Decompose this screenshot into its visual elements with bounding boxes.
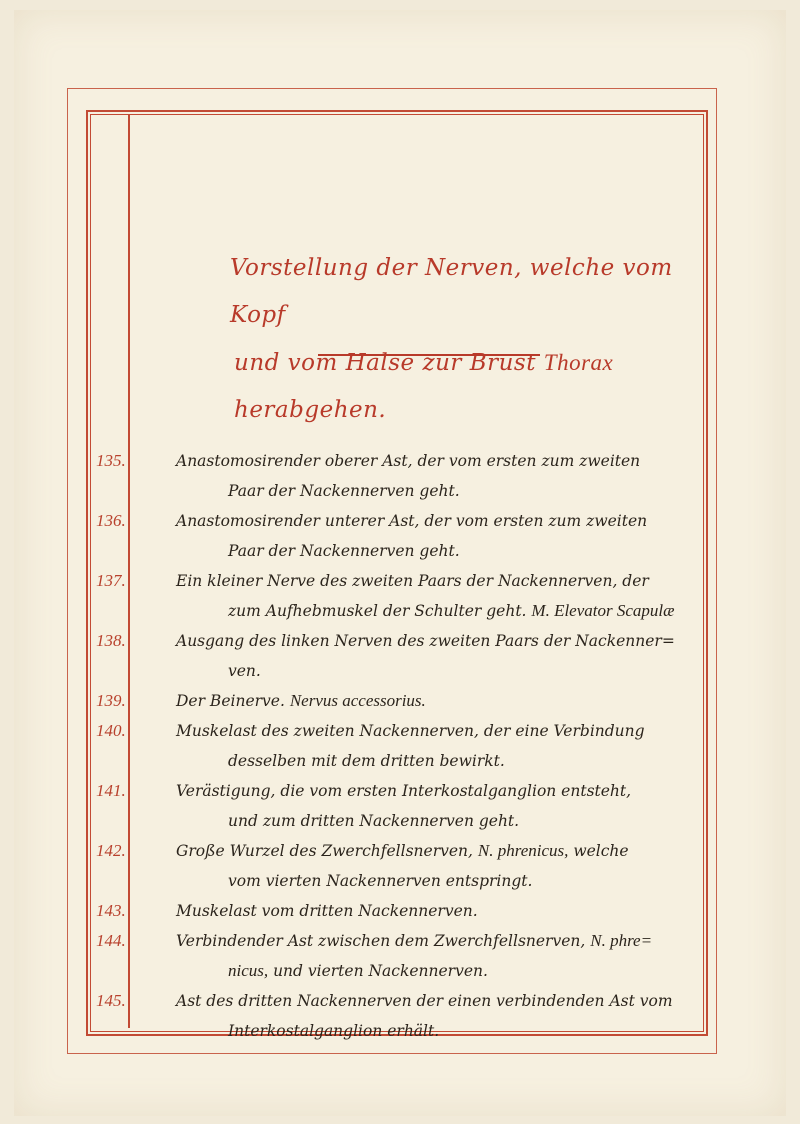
- entry-line-1-suffix: welche: [568, 842, 629, 860]
- entry-line-1: Verästigung, die vom ersten Interkostalganglion entsteht,: [176, 782, 632, 800]
- entry-latin-term-cont: nicus,: [228, 961, 269, 980]
- entry-line-2: Paar der Nackennerven geht.: [228, 482, 460, 500]
- entry-line-2: ven.: [228, 662, 261, 680]
- entry-number: 138.: [96, 631, 126, 650]
- list-item: [96, 716, 706, 776]
- entry-line-1-prefix: Der Beinerve.: [176, 692, 290, 710]
- title-line-1: Vorstellung der Nerven, welche vom Kopf: [230, 255, 673, 328]
- entry-number: 144.: [96, 931, 126, 950]
- entry-line-1: Ausgang des linken Nerven des zweiten Paars der Nackenner=: [176, 632, 675, 650]
- entry-text: [176, 626, 706, 686]
- entry-list: [96, 446, 706, 1046]
- list-item: [96, 776, 706, 836]
- entry-number: 137.: [96, 571, 126, 590]
- entry-number: 135.: [96, 451, 126, 470]
- entry-line-2-suffix: und vierten Nackennerven.: [268, 962, 488, 980]
- list-item: [96, 566, 706, 626]
- entry-line-1-prefix: Große Wurzel des Zwerchfellsnerven,: [176, 842, 478, 860]
- entry-text: [176, 836, 706, 896]
- entry-latin-term: N. phre=: [590, 931, 653, 950]
- title-line-2-suffix: herabgehen.: [234, 397, 387, 423]
- entry-line-2: [176, 956, 706, 986]
- entry-text: [176, 926, 706, 986]
- entry-number: 136.: [96, 511, 126, 530]
- entry-number: 139.: [96, 691, 126, 710]
- entry-line-1: Muskelast des zweiten Nackennerven, der eine Verbindung: [176, 722, 645, 740]
- entry-line-2: desselben mit dem dritten bewirkt.: [228, 752, 505, 770]
- list-item: [96, 986, 706, 1046]
- entry-latin-term: M. Elevator Scapulæ: [531, 601, 675, 620]
- entry-line-1: Ast des dritten Nackennerven der einen verbindenden Ast vom: [176, 992, 673, 1010]
- entry-text: [176, 776, 706, 836]
- entry-text: [176, 896, 706, 926]
- entry-latin-term: Nervus accessorius.: [289, 691, 426, 710]
- entry-number: 145.: [96, 991, 126, 1010]
- list-item: [96, 626, 706, 686]
- entry-line-2: vom vierten Nackennerven entspringt.: [228, 872, 533, 890]
- entry-number: 143.: [96, 901, 126, 920]
- title-line-2-prefix: und vom Halse zur Brust: [234, 350, 544, 376]
- list-item: [96, 926, 706, 986]
- entry-line-1-prefix: Verbindender Ast zwischen dem Zwerchfellsnerven,: [176, 932, 591, 950]
- entry-latin-term: N. phrenicus,: [477, 841, 569, 860]
- entry-text: [176, 566, 706, 626]
- title-latin-term: Thorax: [543, 350, 614, 375]
- entry-line-1: Anastomosirender oberer Ast, der vom ersten zum zweiten: [176, 452, 641, 470]
- entry-line-2: und zum dritten Nackennerven geht.: [228, 812, 520, 830]
- entry-text: [176, 986, 706, 1046]
- entry-text: [176, 686, 706, 716]
- entry-line-2: Paar der Nackennerven geht.: [228, 542, 460, 560]
- entry-number: 142.: [96, 841, 126, 860]
- list-item: [96, 506, 706, 566]
- entry-line-2-prefix: zum Aufhebmuskel der Schulter geht.: [228, 602, 532, 620]
- entry-line-2: Interkostalganglion erhält.: [228, 1022, 440, 1040]
- entry-text: [176, 716, 706, 776]
- list-item: [96, 686, 706, 716]
- entry-line-2: [176, 596, 706, 626]
- entry-text: [176, 506, 706, 566]
- entry-number: 141.: [96, 781, 126, 800]
- title-underline: [318, 354, 540, 356]
- list-item: [96, 896, 706, 926]
- page-title: [210, 245, 690, 434]
- entry-number: 140.: [96, 721, 126, 740]
- entry-line-1: Ein kleiner Nerve des zweiten Paars der Nackennerven, der: [176, 572, 649, 590]
- list-item: [96, 836, 706, 896]
- entry-line-1: Anastomosirender unterer Ast, der vom ersten zum zweiten: [176, 512, 648, 530]
- entry-text: [176, 446, 706, 506]
- entry-line-1: Muskelast vom dritten Nackennerven.: [176, 902, 478, 920]
- list-item: [96, 446, 706, 506]
